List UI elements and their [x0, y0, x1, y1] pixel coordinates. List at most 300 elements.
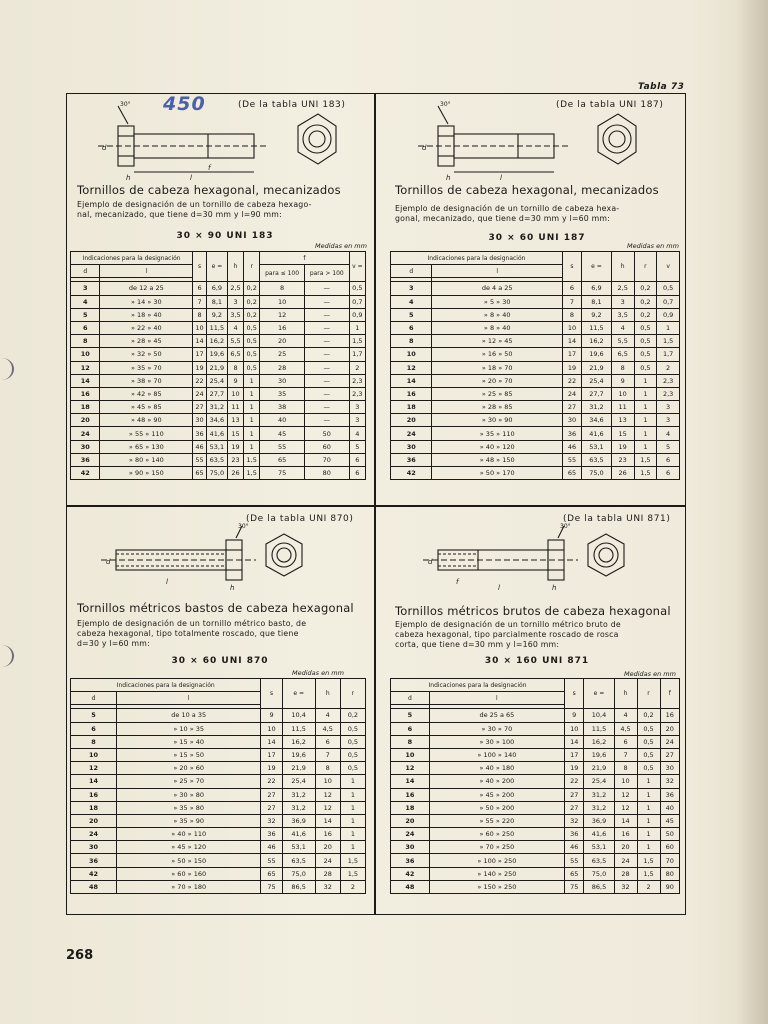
table-cell: 16,2	[282, 735, 315, 748]
table-cell: 40	[260, 414, 305, 427]
table-cell: 4,5	[614, 722, 637, 735]
svg-text:h: h	[126, 174, 131, 182]
table-cell: 6	[349, 453, 365, 466]
table-cell: 25,4	[582, 374, 612, 387]
table-cell: 16	[660, 709, 680, 722]
table-row	[391, 709, 680, 722]
col-header-d: d	[391, 692, 430, 705]
cell-d: 4	[391, 295, 432, 308]
table-cell: 19,6	[282, 748, 315, 761]
cell-length-range: » 14 » 30	[100, 295, 193, 308]
cell-length-range: » 8 » 40	[432, 308, 562, 321]
table-cell: 1	[340, 828, 365, 841]
table-cell: —	[304, 295, 349, 308]
svg-text:d: d	[102, 144, 107, 152]
table-cell: 1	[634, 374, 657, 387]
table-cell: 1	[244, 401, 260, 414]
table-cell: 5,5	[611, 335, 634, 348]
cell-length-range: » 60 » 250	[429, 828, 564, 841]
table-cell: 10	[562, 321, 581, 334]
table-cell: 28	[260, 361, 305, 374]
table-cell: 1	[244, 387, 260, 400]
table-row	[391, 308, 680, 321]
table-row	[71, 722, 366, 735]
cell-length-range: » 35 » 80	[116, 801, 260, 814]
table-row	[71, 788, 366, 801]
table-cell: 17	[565, 748, 584, 761]
col-header-d: d	[71, 265, 100, 278]
cell-length-range: » 20 » 60	[116, 762, 260, 775]
table-cell: 27	[565, 788, 584, 801]
table-row	[391, 748, 680, 761]
table-cell: 19	[227, 440, 243, 453]
table-cell: 50	[304, 427, 349, 440]
table-cell: 13	[227, 414, 243, 427]
desc-line: Ejemplo de designación de un tornillo métrico basto, de	[77, 619, 307, 628]
table-cell: 10	[614, 775, 637, 788]
table-cell: 3	[349, 414, 365, 427]
table-cell: 0,2	[244, 282, 260, 295]
table-cell: 31,2	[584, 801, 614, 814]
table-cell: —	[304, 335, 349, 348]
cell-length-range: » 40 » 180	[429, 762, 564, 775]
cell-d: 42	[71, 467, 100, 480]
table-cell: 9	[261, 709, 282, 722]
cell-length-range: de 25 a 65	[429, 709, 564, 722]
table-row	[391, 335, 680, 348]
table-cell: 32	[261, 814, 282, 827]
col-header-h: h	[611, 252, 634, 282]
table-cell: 41,6	[206, 427, 227, 440]
table-cell: 55	[565, 854, 584, 867]
panel-ref: (De la tabla UNI 187)	[556, 100, 664, 110]
table-cell: 24	[562, 387, 581, 400]
table-cell: 6	[562, 282, 581, 295]
table-cell: 27	[261, 801, 282, 814]
table-row	[71, 801, 366, 814]
table-row	[71, 321, 366, 334]
cell-d: 14	[391, 775, 430, 788]
table-row	[391, 722, 680, 735]
table-cell: 0,5	[637, 748, 660, 761]
cell-length-range: » 40 » 110	[116, 828, 260, 841]
table-cell: 3	[227, 295, 243, 308]
cell-d: 5	[71, 709, 117, 722]
cell-length-range: » 45 » 120	[116, 841, 260, 854]
table-cell: 65	[260, 453, 305, 466]
table-cell: 75	[565, 880, 584, 893]
table-cell: 75,0	[584, 867, 614, 880]
table-cell: 1,5	[244, 453, 260, 466]
table-row	[71, 401, 366, 414]
table-cell: 63,5	[584, 854, 614, 867]
cell-d: 10	[71, 748, 117, 761]
col-header-indicaciones: Indicaciones para la designación	[391, 679, 565, 692]
table-cell: 1,5	[634, 453, 657, 466]
table-cell: 28	[614, 867, 637, 880]
table-cell: 9,2	[582, 308, 612, 321]
table-row	[391, 321, 680, 334]
table-cell: —	[304, 361, 349, 374]
table-row	[71, 814, 366, 827]
table-cell: 0,5	[634, 335, 657, 348]
table-cell: 8	[562, 308, 581, 321]
table-cell: 19	[562, 361, 581, 374]
bolt-drawing	[98, 100, 346, 182]
table-cell: 75,0	[206, 467, 227, 480]
table-row	[391, 467, 680, 480]
col-header-l: l	[116, 692, 260, 705]
col-header-f2: para > 100	[304, 265, 349, 282]
panel-title: Tornillos métricos brutos de cabeza hexagonal	[395, 604, 671, 618]
table-cell: 31,2	[282, 801, 315, 814]
table-cell: 16	[315, 828, 340, 841]
cell-d: 14	[71, 775, 117, 788]
cell-length-range: » 20 » 70	[432, 374, 562, 387]
table-cell: 6	[657, 467, 680, 480]
table-cell: 0,5	[637, 735, 660, 748]
svg-text:d: d	[428, 558, 433, 566]
table-cell: 1	[637, 814, 660, 827]
table-cell: 1	[637, 788, 660, 801]
col-header-s: s	[261, 679, 282, 709]
table-cell: 25,4	[206, 374, 227, 387]
table-cell: 65	[193, 467, 207, 480]
col-header-l: l	[432, 265, 562, 278]
col-header-v: v	[657, 252, 680, 282]
table-row	[391, 828, 680, 841]
cell-d: 42	[391, 867, 430, 880]
cell-length-range: » 18 » 70	[432, 361, 562, 374]
cell-length-range: » 48 » 150	[432, 453, 562, 466]
cell-d: 20	[71, 414, 100, 427]
cell-d: 12	[71, 762, 117, 775]
table-cell: 30	[260, 374, 305, 387]
table-cell: 9,2	[206, 308, 227, 321]
cell-length-range: » 15 » 40	[116, 735, 260, 748]
desc-line: Ejemplo de designación de un tornillo métrico bruto de	[395, 620, 621, 629]
cell-d: 30	[71, 440, 100, 453]
table-row	[391, 387, 680, 400]
table-cell: 1	[340, 801, 365, 814]
cell-length-range: » 80 » 140	[100, 453, 193, 466]
table-cell: 45	[660, 814, 680, 827]
table-row	[71, 348, 366, 361]
table-cell: 24	[660, 735, 680, 748]
cell-d: 36	[71, 854, 117, 867]
cell-length-range: » 45 » 200	[429, 788, 564, 801]
table-row	[71, 762, 366, 775]
col-header-h: h	[614, 679, 637, 709]
table-cell: 60	[660, 841, 680, 854]
table-cell: 2,5	[611, 282, 634, 295]
cell-d: 36	[391, 854, 430, 867]
cell-d: 36	[71, 453, 100, 466]
table-cell: 55	[193, 453, 207, 466]
bolt-drawing	[418, 100, 663, 182]
desc-line: nal, mecanizado, que tiene d=30 mm y l=90 mm:	[77, 210, 282, 219]
svg-text:d: d	[422, 144, 427, 152]
cell-length-range: » 30 » 100	[429, 735, 564, 748]
table-row	[71, 295, 366, 308]
cell-d: 8	[391, 335, 432, 348]
table-cell: 0,5	[244, 321, 260, 334]
table-cell: 0,5	[244, 361, 260, 374]
table-cell: 80	[660, 867, 680, 880]
designation-example: 30 × 160 UNI 871	[484, 656, 590, 666]
cell-length-range: » 32 » 50	[100, 348, 193, 361]
table-cell: 23	[611, 453, 634, 466]
table-cell: 7	[193, 295, 207, 308]
table-row	[71, 867, 366, 880]
table-cell: 5	[349, 440, 365, 453]
svg-text:d: d	[106, 558, 111, 566]
table-cell: 25	[260, 348, 305, 361]
table-cell: 0,5	[340, 735, 365, 748]
cell-length-range: » 70 » 180	[116, 880, 260, 893]
svg-text:30°: 30°	[238, 523, 249, 530]
units-label: Medidas en mm	[627, 242, 679, 250]
table-row	[71, 748, 366, 761]
table-cell: 0,2	[634, 282, 657, 295]
table-cell: 90	[660, 880, 680, 893]
table-cell: 2,3	[657, 374, 680, 387]
units-label: Medidas en mm	[315, 242, 367, 250]
table-cell: 40	[660, 801, 680, 814]
table-row	[71, 414, 366, 427]
table-cell: 3	[657, 414, 680, 427]
handwritten-note: 450	[163, 93, 206, 115]
table-row	[391, 880, 680, 893]
table-cell: 1,5	[349, 335, 365, 348]
svg-text:f: f	[456, 578, 459, 586]
table-row	[71, 775, 366, 788]
table-row	[391, 361, 680, 374]
table-row	[71, 854, 366, 867]
col-header-s: s	[193, 252, 207, 282]
table-cell: 23	[227, 453, 243, 466]
svg-text:l: l	[500, 174, 502, 182]
cell-length-range: » 16 » 50	[432, 348, 562, 361]
table-row	[391, 282, 680, 295]
table-cell: 15	[611, 427, 634, 440]
table-cell: 63,5	[206, 453, 227, 466]
table-cell: 0,5	[634, 348, 657, 361]
table-cell: 3,5	[611, 308, 634, 321]
cell-d: 12	[391, 361, 432, 374]
table-cell: 5	[657, 440, 680, 453]
table-cell: 80	[304, 467, 349, 480]
table-cell: 0,9	[657, 308, 680, 321]
table-cell: 0,7	[657, 295, 680, 308]
table-cell: 19	[261, 762, 282, 775]
table-cell: 8	[227, 361, 243, 374]
table-cell: 36,9	[282, 814, 315, 827]
table-cell: 0,5	[657, 282, 680, 295]
cell-length-range: » 35 » 90	[116, 814, 260, 827]
table-cell: 14	[565, 735, 584, 748]
table-cell: 1	[244, 427, 260, 440]
table-cell: 4	[657, 427, 680, 440]
table-cell: 12	[315, 788, 340, 801]
cell-length-range: » 30 » 70	[429, 722, 564, 735]
cell-d: 20	[391, 814, 430, 827]
table-cell: 20	[315, 841, 340, 854]
table-row	[391, 854, 680, 867]
table-cell: 1	[244, 440, 260, 453]
cell-length-range: » 40 » 120	[432, 440, 562, 453]
table-cell: 11	[611, 401, 634, 414]
desc-line: gonal, mecanizado, que tiene d=30 mm y l=60 mm:	[395, 214, 611, 223]
table-cell: 63,5	[582, 453, 612, 466]
cell-d: 12	[391, 762, 430, 775]
table-cell: 22	[562, 374, 581, 387]
table-cell: 27	[660, 748, 680, 761]
table-cell: 11,5	[584, 722, 614, 735]
panel-title: Tornillos de cabeza hexagonal, mecanizados	[77, 183, 341, 197]
col-header-indicaciones: Indicaciones para la designación	[71, 679, 261, 692]
table-cell: 75	[260, 467, 305, 480]
table-row	[71, 828, 366, 841]
table-cell: 1	[340, 788, 365, 801]
cell-length-range: » 5 » 30	[432, 295, 562, 308]
table-cell: 19,6	[582, 348, 612, 361]
cell-length-range: » 55 » 220	[429, 814, 564, 827]
table-row	[391, 440, 680, 453]
table-cell: 9	[565, 709, 584, 722]
table-cell: 55	[261, 854, 282, 867]
table-row	[391, 374, 680, 387]
cell-d: 16	[391, 387, 432, 400]
cell-length-range: » 90 » 150	[100, 467, 193, 480]
table-cell: 28	[315, 867, 340, 880]
table-cell: 0,2	[340, 709, 365, 722]
table-cell: 45	[260, 427, 305, 440]
table-cell: —	[304, 374, 349, 387]
table-cell: 16,2	[582, 335, 612, 348]
table-cell: 16,2	[584, 735, 614, 748]
table-cell: 0,7	[349, 295, 365, 308]
cell-d: 5	[391, 308, 432, 321]
cell-length-range: » 10 » 35	[116, 722, 260, 735]
col-header-e: e ≃	[582, 252, 612, 282]
table-cell: —	[304, 348, 349, 361]
table-cell: 46	[261, 841, 282, 854]
table-cell: 70	[304, 453, 349, 466]
table-cell: 86,5	[282, 880, 315, 893]
table-row	[391, 814, 680, 827]
cell-length-range: » 15 » 50	[116, 748, 260, 761]
table-cell: 4	[227, 321, 243, 334]
cell-length-range: » 70 » 250	[429, 841, 564, 854]
table-cell: 17	[261, 748, 282, 761]
table-cell: 10	[260, 295, 305, 308]
cell-length-range: » 100 » 140	[429, 748, 564, 761]
table-cell: 11	[227, 401, 243, 414]
cell-length-range: » 18 » 40	[100, 308, 193, 321]
cell-d: 3	[71, 282, 100, 295]
table-cell: 7	[562, 295, 581, 308]
table-cell: 0,9	[349, 308, 365, 321]
table-row	[391, 427, 680, 440]
table-cell: 75	[261, 880, 282, 893]
cell-length-range: » 38 » 70	[100, 374, 193, 387]
table-cell: 60	[304, 440, 349, 453]
table-cell: 46	[565, 841, 584, 854]
table-cell: 1,5	[637, 854, 660, 867]
table-row	[391, 295, 680, 308]
table-cell: 1	[634, 387, 657, 400]
table-cell: 63,5	[282, 854, 315, 867]
desc-line: cabeza hexagonal, tipo totalmente roscado, que tiene	[77, 629, 299, 638]
table-cell: 26	[227, 467, 243, 480]
table-cell: 21,9	[206, 361, 227, 374]
table-cell: 19	[565, 762, 584, 775]
table-cell: 0,5	[637, 762, 660, 775]
table-cell: 16	[260, 321, 305, 334]
table-cell: 25,4	[584, 775, 614, 788]
binder-hole	[0, 358, 14, 380]
table-cell: 4,5	[315, 722, 340, 735]
cell-d: 16	[71, 788, 117, 801]
table-row	[391, 867, 680, 880]
panel-description	[77, 619, 306, 649]
table-cell: 4	[614, 709, 637, 722]
table-cell: 1	[244, 414, 260, 427]
table-row	[391, 801, 680, 814]
table-cell: 0,5	[634, 321, 657, 334]
table-cell: 31,2	[584, 788, 614, 801]
panel-description	[395, 204, 619, 224]
table-row	[71, 427, 366, 440]
col-header-r: r	[637, 679, 660, 709]
table-cell: 31,2	[206, 401, 227, 414]
col-header-l: l	[429, 692, 564, 705]
table-row	[71, 335, 366, 348]
table-cell: 0,5	[349, 282, 365, 295]
table-cell: 10	[565, 722, 584, 735]
table-body	[71, 709, 366, 894]
table-row	[71, 467, 366, 480]
svg-text:f: f	[208, 164, 211, 172]
table-row	[391, 735, 680, 748]
svg-text:30°: 30°	[120, 101, 131, 108]
cell-d: 42	[391, 467, 432, 480]
col-header-e: e ≃	[584, 679, 614, 709]
table-cell: 22	[261, 775, 282, 788]
col-header-s: s	[565, 679, 584, 709]
table-cell: 17	[562, 348, 581, 361]
panel-description	[395, 620, 621, 650]
table-cell: 0,5	[340, 762, 365, 775]
table-cell: 10	[611, 387, 634, 400]
table-cell: 10	[193, 321, 207, 334]
table-cell: 1,5	[340, 867, 365, 880]
table-cell: 36	[565, 828, 584, 841]
units-label: Medidas en mm	[292, 669, 344, 677]
table-cell: 17	[193, 348, 207, 361]
table-cell: 9	[611, 374, 634, 387]
table-cell: 8	[614, 762, 637, 775]
cell-length-range: » 140 » 250	[429, 867, 564, 880]
table-cell: 0,5	[244, 348, 260, 361]
table-row	[71, 308, 366, 321]
table-cell: 2	[349, 361, 365, 374]
designation-example: 30 × 60 UNI 870	[171, 656, 269, 666]
table-cell: 0,5	[244, 335, 260, 348]
table-cell: 6,9	[582, 282, 612, 295]
table-cell: 20	[614, 841, 637, 854]
